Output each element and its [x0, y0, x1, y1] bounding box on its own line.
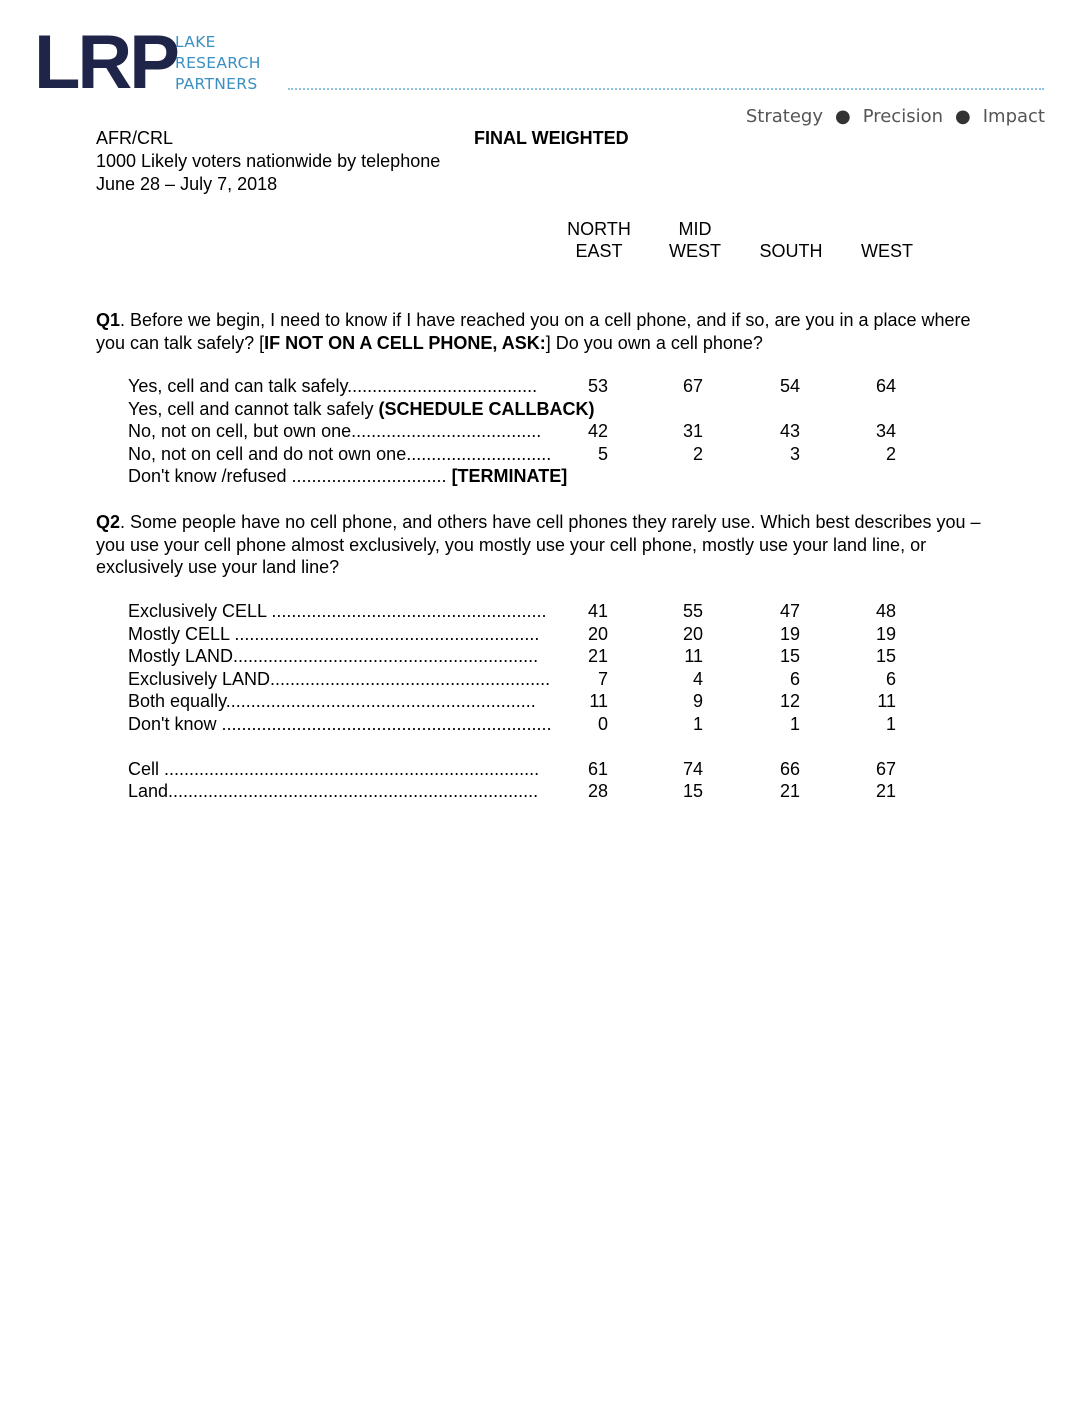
value-midwest: 47: [779, 601, 800, 621]
value-total: 42: [587, 421, 608, 441]
value-northeast: 74: [682, 759, 703, 779]
response-label: Land..........................................................................: [128, 781, 539, 801]
value-midwest: 43: [779, 421, 800, 441]
value-total: 21: [587, 646, 608, 666]
tagline-item: Strategy: [745, 106, 823, 127]
question-number: Q2: [96, 512, 121, 532]
value-total: 61: [587, 759, 608, 779]
value-total: 53: [587, 376, 608, 396]
value-south-west: 21: [875, 781, 896, 801]
summary-row: [128, 759, 928, 781]
value-northeast: 11: [684, 646, 703, 666]
column-header-northeast: [554, 218, 644, 262]
response-label: Mostly LAND.............................................................: [128, 646, 539, 666]
column-header-line: WEST: [669, 241, 721, 261]
column-header-line: [842, 218, 932, 240]
field-dates: June 28 – July 7, 2018: [96, 174, 278, 194]
value-south-west: 2: [885, 444, 896, 464]
value-northeast: 31: [682, 421, 703, 441]
response-label: Yes, cell and cannot talk safely (SCHEDULE CALLBACK): [128, 399, 595, 419]
value-total: 41: [587, 601, 608, 621]
response-row: [128, 646, 928, 668]
response-row: [128, 669, 928, 691]
question-q2: [96, 511, 996, 579]
value-northeast: 67: [682, 376, 703, 396]
value-total: 20: [587, 624, 608, 644]
response-label: Mostly CELL .............................................................: [128, 624, 540, 644]
response-label: Exclusively LAND........................................................: [128, 669, 551, 689]
column-header-line: MID: [678, 219, 712, 239]
interviewer-instruction: IF NOT ON A CELL PHONE, ASK:: [264, 332, 546, 353]
interviewer-instruction: (SCHEDULE CALLBACK): [378, 399, 595, 419]
question-q1: [96, 309, 996, 354]
response-row: [128, 376, 928, 398]
question-text: ] Do you own a cell phone?: [545, 332, 763, 353]
value-total: 5: [597, 444, 608, 464]
value-total: 28: [587, 781, 608, 801]
value-midwest: 54: [779, 376, 800, 396]
value-midwest: 15: [779, 646, 800, 666]
value-midwest: 66: [779, 759, 800, 779]
value-northeast: 20: [682, 624, 703, 644]
response-row: [128, 691, 928, 713]
value-midwest: 3: [789, 444, 800, 464]
response-row: [128, 624, 928, 646]
tagline-item: Precision: [862, 106, 944, 127]
value-northeast: 4: [692, 669, 703, 689]
column-header-west: [842, 218, 932, 262]
column-header-line: [746, 218, 836, 240]
response-label: No, not on cell and do not own one.............................: [128, 444, 552, 464]
value-total: 7: [597, 669, 608, 689]
response-row: [128, 399, 928, 421]
tagline: [746, 106, 1045, 127]
logo-line: PARTNERS: [175, 75, 258, 93]
value-total: 11: [589, 691, 608, 711]
question-text: . Some people have no cell phone, and others have cell phones they rarely use. Which best describes you – you use your cell phone almost exclusively, you mostly use your cell phone, mostly use your land line, or exclusively use your land line?: [96, 512, 981, 577]
value-south-west: 64: [875, 376, 896, 396]
bullet-icon: ●: [834, 106, 851, 127]
logo-mark: LRP: [34, 20, 177, 105]
value-south-west: 11: [877, 691, 896, 711]
column-header-line: NORTH: [567, 219, 631, 239]
value-south-west: 6: [885, 669, 896, 689]
response-row: [128, 421, 928, 443]
column-header-line: SOUTH: [759, 241, 823, 261]
value-northeast: 1: [692, 714, 703, 734]
response-row: [128, 714, 928, 736]
value-midwest: 1: [789, 714, 800, 734]
sample-description: 1000 Likely voters nationwide by telephone: [96, 151, 441, 171]
tagline-item: Impact: [982, 106, 1045, 127]
logo-line: LAKE: [175, 33, 216, 51]
summary-row: [128, 781, 928, 803]
question-number: Q1: [96, 310, 121, 330]
value-northeast: 9: [692, 691, 703, 711]
value-south-west: 48: [875, 601, 896, 621]
value-south-west: 19: [875, 624, 896, 644]
response-label: Cell ...........................................................................: [128, 759, 540, 779]
value-midwest: 21: [779, 781, 800, 801]
value-northeast: 15: [682, 781, 703, 801]
response-label: Don't know ..................................................................: [128, 714, 552, 734]
client-name: AFR/CRL: [96, 128, 174, 148]
value-northeast: 2: [692, 444, 703, 464]
response-label: Yes, cell and can talk safely......................................: [128, 376, 538, 396]
logo-wordmark: [175, 32, 295, 95]
interviewer-instruction: [TERMINATE]: [446, 466, 568, 486]
response-label: No, not on cell, but own one......................................: [128, 421, 542, 441]
logo-line: RESEARCH: [175, 54, 261, 72]
response-row: [128, 444, 928, 466]
value-south-west: 1: [885, 714, 896, 734]
response-label: Exclusively CELL .......................................................: [128, 601, 547, 621]
column-header-south: [746, 218, 836, 262]
response-row: [128, 466, 928, 488]
column-header-midwest: [650, 218, 740, 262]
response-label: Both equally..............................................................: [128, 691, 536, 711]
report-status: FINAL WEIGHTED: [474, 128, 629, 148]
value-midwest: 19: [779, 624, 800, 644]
value-northeast: 55: [682, 601, 703, 621]
bullet-icon: ●: [955, 106, 971, 127]
value-midwest: 12: [779, 691, 800, 711]
question-text: . Before we begin, I need to know if I have reached you on a cell phone, and if so, are you in a place where you can talk safely? [: [96, 310, 971, 353]
value-midwest: 6: [789, 669, 800, 689]
header-divider: [288, 88, 1044, 90]
column-header-line: EAST: [575, 241, 623, 261]
response-label: Don't know /refused ............................... [TERMINATE]: [128, 466, 568, 486]
response-row: [128, 601, 928, 623]
value-south-west: 15: [875, 646, 896, 666]
column-header-line: WEST: [861, 241, 913, 261]
value-south-west: 34: [875, 421, 896, 441]
value-total: 0: [597, 714, 608, 734]
value-south-west: 67: [875, 759, 896, 779]
